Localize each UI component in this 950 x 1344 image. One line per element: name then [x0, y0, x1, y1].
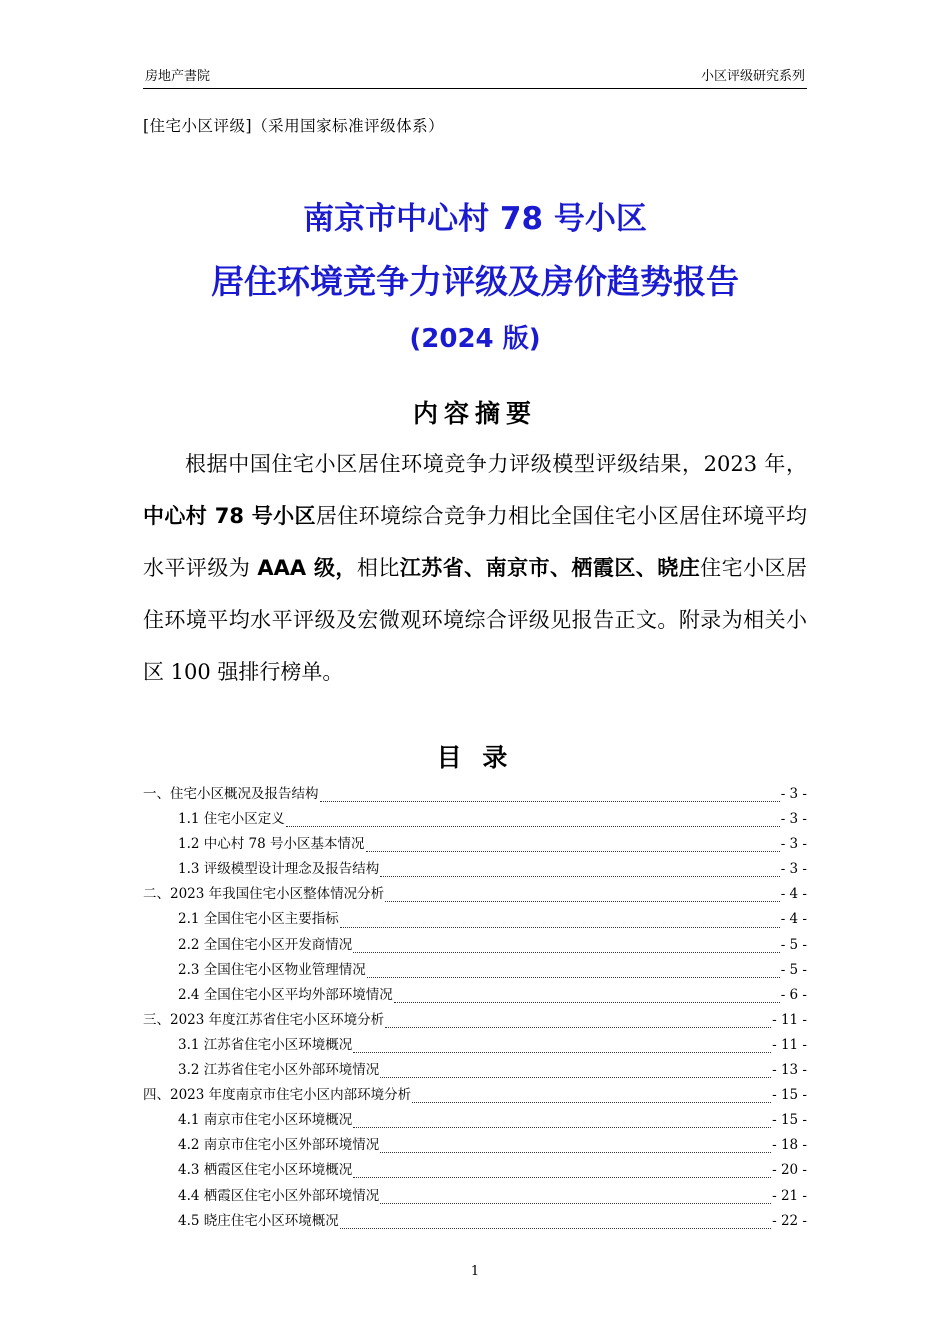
toc-leader-dots — [380, 1195, 771, 1204]
toc-entry-label: 三、2023 年度江苏省住宅小区环境分析 — [143, 1011, 385, 1028]
toc-leader-dots — [394, 994, 780, 1003]
toc-entry-page: - 3 - — [780, 811, 807, 828]
abstract-bold-community: 中心村 78 号小区 — [143, 504, 316, 528]
toc-entry-page: - 18 - — [772, 1137, 807, 1154]
toc-entry[interactable] — [143, 1033, 807, 1058]
toc-entry-label: 4.3 栖霞区住宅小区环境概况 — [178, 1162, 353, 1179]
table-of-contents — [143, 782, 807, 1234]
toc-leader-dots — [380, 868, 779, 877]
toc-entry-page: - 13 - — [772, 1062, 807, 1079]
toc-entry-label: 2.4 全国住宅小区平均外部环境情况 — [178, 986, 393, 1003]
abstract-text-1: 根据中国住宅小区居住环境竞争力评级模型评级结果，2023 年， — [185, 452, 807, 476]
toc-entry-label: 4.4 栖霞区住宅小区外部环境情况 — [178, 1187, 380, 1204]
toc-leader-dots — [353, 1169, 771, 1178]
toc-entry[interactable] — [143, 1058, 807, 1083]
abstract-paragraph — [143, 438, 807, 698]
toc-entry-label: 四、2023 年度南京市住宅小区内部环境分析 — [143, 1087, 412, 1104]
page-header — [143, 66, 807, 89]
toc-leader-dots — [366, 843, 780, 852]
toc-entry-page: - 20 - — [772, 1162, 807, 1179]
toc-leader-dots — [286, 818, 780, 827]
toc-entry-page: - 5 - — [780, 936, 807, 953]
toc-entry-page: - 15 - — [772, 1087, 807, 1104]
toc-entry-page: - 4 - — [780, 886, 807, 903]
toc-entry[interactable] — [143, 1008, 807, 1033]
toc-entry[interactable] — [143, 933, 807, 958]
toc-leader-dots — [340, 919, 780, 928]
toc-entry-page: - 15 - — [772, 1112, 807, 1129]
abstract-bold-rating: AAA 级， — [257, 556, 357, 580]
toc-entry-label: 2.3 全国住宅小区物业管理情况 — [178, 961, 366, 978]
toc-leader-dots — [353, 1119, 771, 1128]
toc-entry[interactable] — [143, 1108, 807, 1133]
abstract-text-2: 居住环境综合竞争力相比全国住宅小区居住环境平均水平评级为 — [143, 504, 807, 580]
toc-entry-page: - 5 - — [780, 961, 807, 978]
toc-leader-dots — [385, 1019, 771, 1028]
toc-leader-dots — [380, 1144, 771, 1153]
toc-entry-label: 2.2 全国住宅小区开发商情况 — [178, 936, 353, 953]
toc-entry[interactable] — [143, 907, 807, 932]
toc-entry[interactable] — [143, 1209, 807, 1234]
report-title-line2: 居住环境竞争力评级及房价趋势报告 — [211, 262, 739, 301]
toc-entry-page: - 4 - — [780, 911, 807, 928]
toc-leader-dots — [385, 893, 780, 902]
header-publisher: 房地产書院 — [145, 69, 211, 84]
toc-entry-page: - 11 - — [772, 1011, 807, 1028]
toc-entry[interactable] — [143, 857, 807, 882]
abstract-text-4: 住宅小区居住环境平均水平评级及宏微观环境综合评级见报告正文。附录为相关小区 100 强排行榜单。 — [143, 556, 807, 684]
toc-entry[interactable] — [143, 1083, 807, 1108]
toc-entry-page: - 21 - — [772, 1187, 807, 1204]
toc-entry[interactable] — [143, 807, 807, 832]
toc-entry-label: 一、住宅小区概况及报告结构 — [143, 786, 319, 802]
toc-entry-page: - 3 - — [780, 786, 807, 802]
toc-entry-label: 1.3 评级模型设计理念及报告结构 — [178, 861, 380, 878]
toc-entry-page: - 11 - — [772, 1036, 807, 1053]
page-number: 1 — [470, 1264, 480, 1279]
toc-entry-label: 4.2 南京市住宅小区外部环境情况 — [178, 1137, 380, 1154]
toc-leader-dots — [412, 1094, 771, 1103]
toc-entry-label: 4.5 晓庄住宅小区环境概况 — [178, 1212, 339, 1229]
toc-entry-label: 1.1 住宅小区定义 — [178, 811, 285, 828]
report-tagline: [住宅小区评级]（采用国家标准评级体系） — [143, 117, 445, 135]
toc-entry[interactable] — [143, 832, 807, 857]
header-series: 小区评级研究系列 — [700, 69, 805, 84]
toc-leader-dots — [353, 1044, 771, 1053]
abstract-text-3: 相比 — [356, 556, 400, 580]
report-edition: (2024 版) — [409, 324, 541, 354]
toc-entry[interactable] — [143, 1158, 807, 1183]
toc-entry[interactable] — [143, 958, 807, 983]
toc-heading: 目 录 — [436, 743, 514, 772]
toc-entry-page: - 22 - — [772, 1212, 807, 1229]
toc-entry-page: - 3 - — [780, 836, 807, 853]
toc-entry-label: 3.1 江苏省住宅小区环境概况 — [178, 1036, 353, 1053]
toc-entry-label: 3.2 江苏省住宅小区外部环境情况 — [178, 1062, 380, 1079]
toc-entry-label: 二、2023 年我国住宅小区整体情况分析 — [143, 886, 385, 903]
toc-entry[interactable] — [143, 1133, 807, 1158]
abstract-heading: 内容摘要 — [412, 399, 537, 428]
report-title-line1: 南京市中心村 78 号小区 — [303, 201, 647, 237]
toc-entry-label: 2.1 全国住宅小区主要指标 — [178, 911, 339, 928]
toc-entry[interactable] — [143, 1184, 807, 1209]
toc-entry[interactable] — [143, 983, 807, 1008]
toc-entry-page: - 6 - — [780, 986, 807, 1003]
toc-leader-dots — [380, 1069, 771, 1078]
toc-entry-label: 1.2 中心村 78 号小区基本情况 — [178, 836, 365, 853]
toc-leader-dots — [367, 969, 780, 978]
abstract-bold-regions: 江苏省、南京市、栖霞区、晓庄 — [399, 556, 701, 580]
toc-entry-label: 4.1 南京市住宅小区环境概况 — [178, 1112, 353, 1129]
toc-entry-page: - 3 - — [780, 861, 807, 878]
toc-entry[interactable] — [143, 782, 807, 807]
toc-leader-dots — [353, 944, 779, 953]
toc-entry[interactable] — [143, 882, 807, 907]
toc-leader-dots — [320, 793, 780, 802]
toc-leader-dots — [340, 1220, 771, 1229]
